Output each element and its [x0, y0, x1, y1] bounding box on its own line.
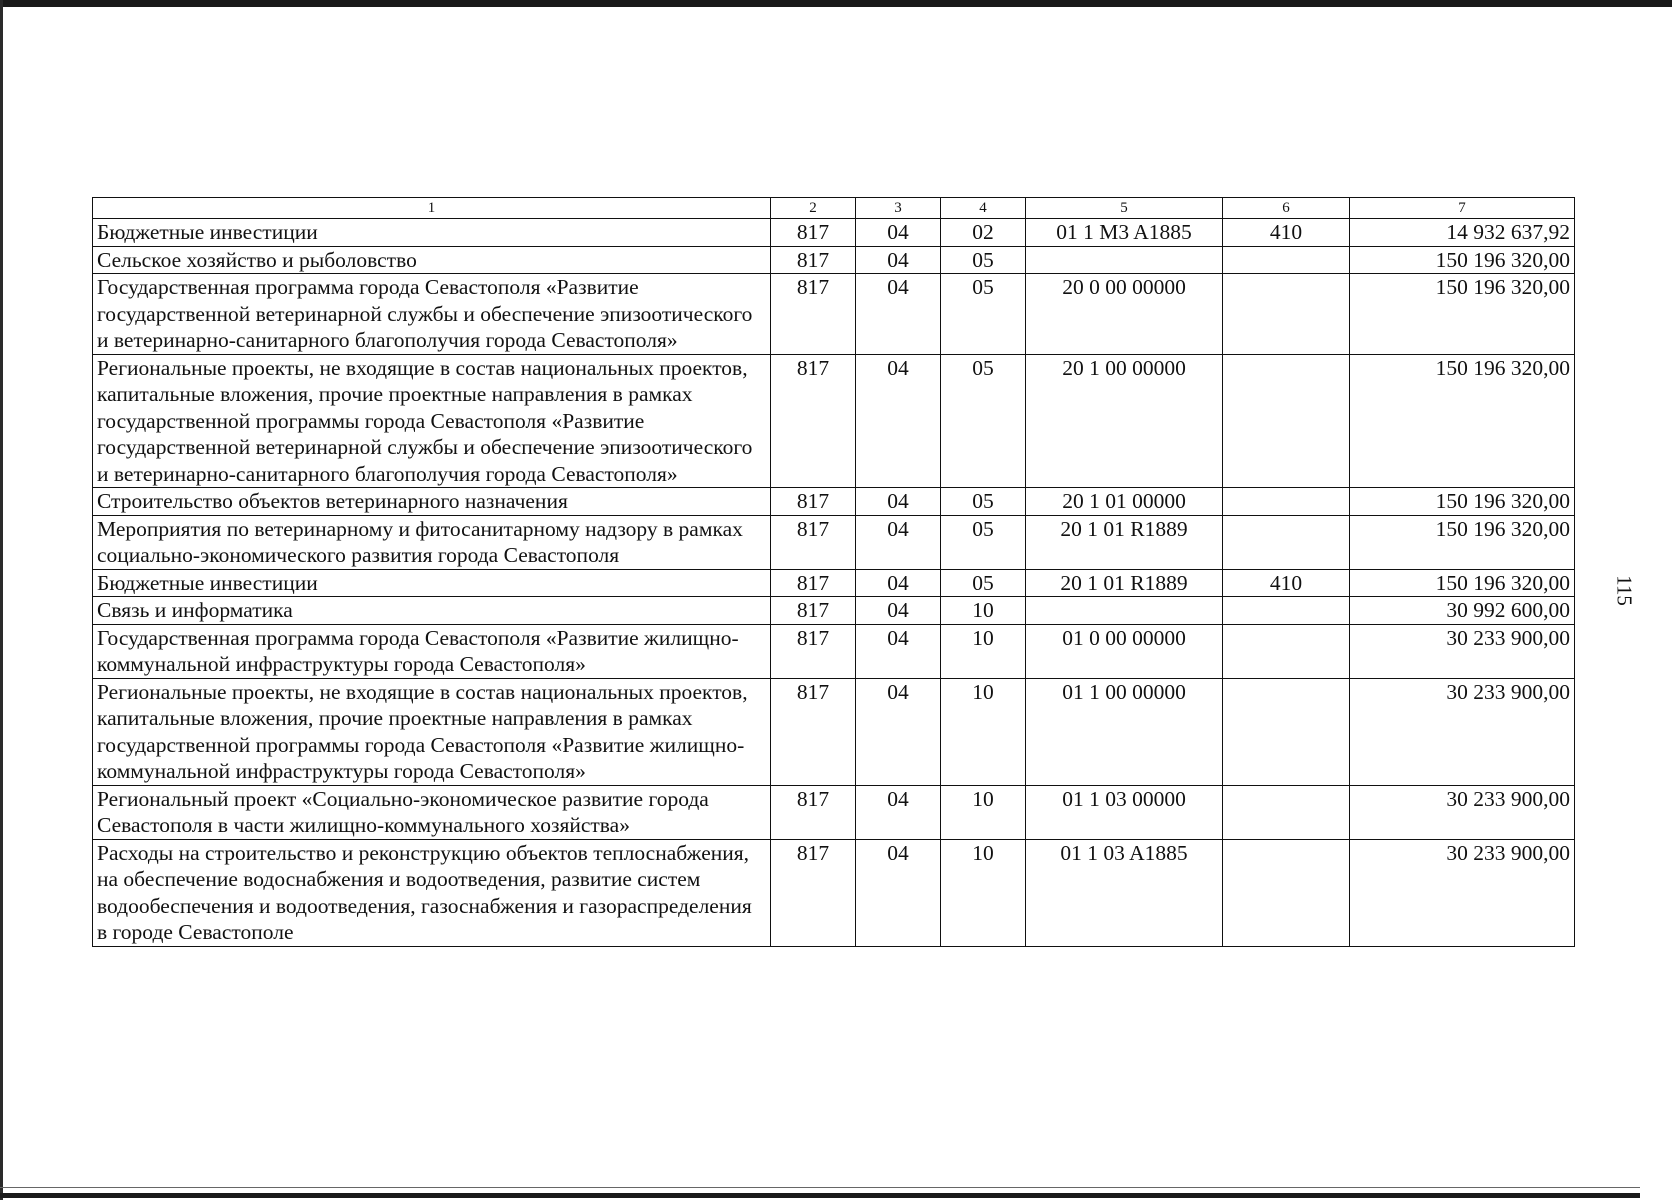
table-row: [93, 274, 1575, 355]
row-amount-cell: 14 932 637,92: [1350, 219, 1575, 247]
row-amount-cell: 150 196 320,00: [1350, 274, 1575, 355]
header-col-6: 6: [1223, 198, 1350, 219]
row-ved-cell: 817: [771, 246, 856, 274]
row-expense-type-cell: 410: [1223, 569, 1350, 597]
row-name-cell: Бюджетные инвестиции: [93, 219, 771, 247]
row-name-cell: Региональные проекты, не входящие в состав национальных проектов, капитальные вложения, прочие проектные направления в рамках государственной программы города Севастополя «Развитие государственной ветеринарной службы и обеспечение эпизоотического и ветеринарно-санитарного благополучия города Севастополя»: [93, 354, 771, 488]
row-subsection-cell: 05: [941, 515, 1026, 569]
row-amount-cell: 150 196 320,00: [1350, 515, 1575, 569]
table-row: [93, 678, 1575, 785]
table-row: [93, 597, 1575, 625]
row-target-article-cell: [1026, 597, 1223, 625]
header-row: [93, 198, 1575, 219]
row-section-cell: 04: [856, 488, 941, 516]
row-subsection-cell: 10: [941, 678, 1026, 785]
row-ved-cell: 817: [771, 597, 856, 625]
row-amount-cell: 30 233 900,00: [1350, 624, 1575, 678]
table-row: [93, 839, 1575, 946]
row-name-cell: Связь и информатика: [93, 597, 771, 625]
row-amount-cell: 150 196 320,00: [1350, 488, 1575, 516]
row-expense-type-cell: [1223, 678, 1350, 785]
row-target-article-cell: 01 1 M3 A1885: [1026, 219, 1223, 247]
row-section-cell: 04: [856, 785, 941, 839]
table-row: [93, 219, 1575, 247]
table-row: [93, 785, 1575, 839]
row-subsection-cell: 05: [941, 246, 1026, 274]
row-name-cell: Мероприятия по ветеринарному и фитосанитарному надзору в рамках социально-экономического развития города Севастополя: [93, 515, 771, 569]
row-ved-cell: 817: [771, 624, 856, 678]
row-name-cell: Государственная программа города Севастополя «Развитие государственной ветеринарной службы и обеспечение эпизоотического и ветеринарно-санитарного благополучия города Севастополя»: [93, 274, 771, 355]
row-subsection-cell: 10: [941, 624, 1026, 678]
scan-edge-left: [0, 0, 3, 1200]
row-amount-cell: 30 233 900,00: [1350, 785, 1575, 839]
row-expense-type-cell: [1223, 274, 1350, 355]
header-col-7: 7: [1350, 198, 1575, 219]
row-ved-cell: 817: [771, 354, 856, 488]
header-col-1: 1: [93, 198, 771, 219]
row-subsection-cell: 10: [941, 597, 1026, 625]
row-target-article-cell: 01 1 03 A1885: [1026, 839, 1223, 946]
row-target-article-cell: 20 0 00 00000: [1026, 274, 1223, 355]
row-target-article-cell: 01 0 00 00000: [1026, 624, 1223, 678]
row-section-cell: 04: [856, 597, 941, 625]
page-number: 115: [1612, 575, 1637, 606]
row-expense-type-cell: [1223, 785, 1350, 839]
row-expense-type-cell: [1223, 597, 1350, 625]
row-name-cell: Региональные проекты, не входящие в состав национальных проектов, капитальные вложения, прочие проектные направления в рамках государственной программы города Севастополя «Развитие жилищно-коммунальной инфраструктуры города Севастополя»: [93, 678, 771, 785]
scan-edge-bottom: [0, 1193, 1640, 1198]
row-section-cell: 04: [856, 219, 941, 247]
row-target-article-cell: 20 1 01 R1889: [1026, 515, 1223, 569]
header-col-2: 2: [771, 198, 856, 219]
row-ved-cell: 817: [771, 569, 856, 597]
row-expense-type-cell: [1223, 839, 1350, 946]
row-section-cell: 04: [856, 274, 941, 355]
row-ved-cell: 817: [771, 219, 856, 247]
table-row: [93, 515, 1575, 569]
row-expense-type-cell: [1223, 488, 1350, 516]
row-subsection-cell: 02: [941, 219, 1026, 247]
row-section-cell: 04: [856, 354, 941, 488]
header-col-5: 5: [1026, 198, 1223, 219]
header-col-4: 4: [941, 198, 1026, 219]
table-row: [93, 624, 1575, 678]
row-name-cell: Строительство объектов ветеринарного назначения: [93, 488, 771, 516]
scan-edge-top: [0, 0, 1672, 7]
row-target-article-cell: 20 1 01 R1889: [1026, 569, 1223, 597]
row-name-cell: Расходы на строительство и реконструкцию объектов теплоснабжения, на обеспечение водоснабжения и водоотведения, развитие систем водообеспечения и водоотведения, газоснабжения и газораспределения в городе Севастополе: [93, 839, 771, 946]
row-name-cell: Сельское хозяйство и рыболовство: [93, 246, 771, 274]
row-amount-cell: 30 233 900,00: [1350, 839, 1575, 946]
row-ved-cell: 817: [771, 839, 856, 946]
row-ved-cell: 817: [771, 678, 856, 785]
row-target-article-cell: 20 1 01 00000: [1026, 488, 1223, 516]
row-section-cell: 04: [856, 246, 941, 274]
row-expense-type-cell: [1223, 624, 1350, 678]
row-subsection-cell: 05: [941, 569, 1026, 597]
row-section-cell: 04: [856, 678, 941, 785]
row-name-cell: Государственная программа города Севастополя «Развитие жилищно-коммунальной инфраструктуры города Севастополя»: [93, 624, 771, 678]
table-body: [93, 219, 1575, 947]
header-col-3: 3: [856, 198, 941, 219]
row-ved-cell: 817: [771, 515, 856, 569]
row-expense-type-cell: [1223, 354, 1350, 488]
table-row: [93, 488, 1575, 516]
row-ved-cell: 817: [771, 488, 856, 516]
row-subsection-cell: 10: [941, 839, 1026, 946]
row-subsection-cell: 05: [941, 274, 1026, 355]
row-section-cell: 04: [856, 569, 941, 597]
row-amount-cell: 30 992 600,00: [1350, 597, 1575, 625]
row-name-cell: Бюджетные инвестиции: [93, 569, 771, 597]
row-target-article-cell: 20 1 00 00000: [1026, 354, 1223, 488]
scan-edge-bottom-thin: [0, 1187, 1640, 1188]
row-expense-type-cell: [1223, 246, 1350, 274]
row-subsection-cell: 05: [941, 488, 1026, 516]
table-row: [93, 246, 1575, 274]
row-section-cell: 04: [856, 839, 941, 946]
row-subsection-cell: 05: [941, 354, 1026, 488]
row-subsection-cell: 10: [941, 785, 1026, 839]
row-section-cell: 04: [856, 515, 941, 569]
table-row: [93, 569, 1575, 597]
row-amount-cell: 150 196 320,00: [1350, 569, 1575, 597]
row-ved-cell: 817: [771, 274, 856, 355]
row-expense-type-cell: 410: [1223, 219, 1350, 247]
budget-table: [92, 197, 1575, 947]
row-section-cell: 04: [856, 624, 941, 678]
row-expense-type-cell: [1223, 515, 1350, 569]
table-row: [93, 354, 1575, 488]
row-target-article-cell: 01 1 03 00000: [1026, 785, 1223, 839]
row-ved-cell: 817: [771, 785, 856, 839]
row-amount-cell: 30 233 900,00: [1350, 678, 1575, 785]
row-name-cell: Региональный проект «Социально-экономическое развитие города Севастополя в части жилищно-коммунального хозяйства»: [93, 785, 771, 839]
row-target-article-cell: [1026, 246, 1223, 274]
row-target-article-cell: 01 1 00 00000: [1026, 678, 1223, 785]
row-amount-cell: 150 196 320,00: [1350, 246, 1575, 274]
row-amount-cell: 150 196 320,00: [1350, 354, 1575, 488]
